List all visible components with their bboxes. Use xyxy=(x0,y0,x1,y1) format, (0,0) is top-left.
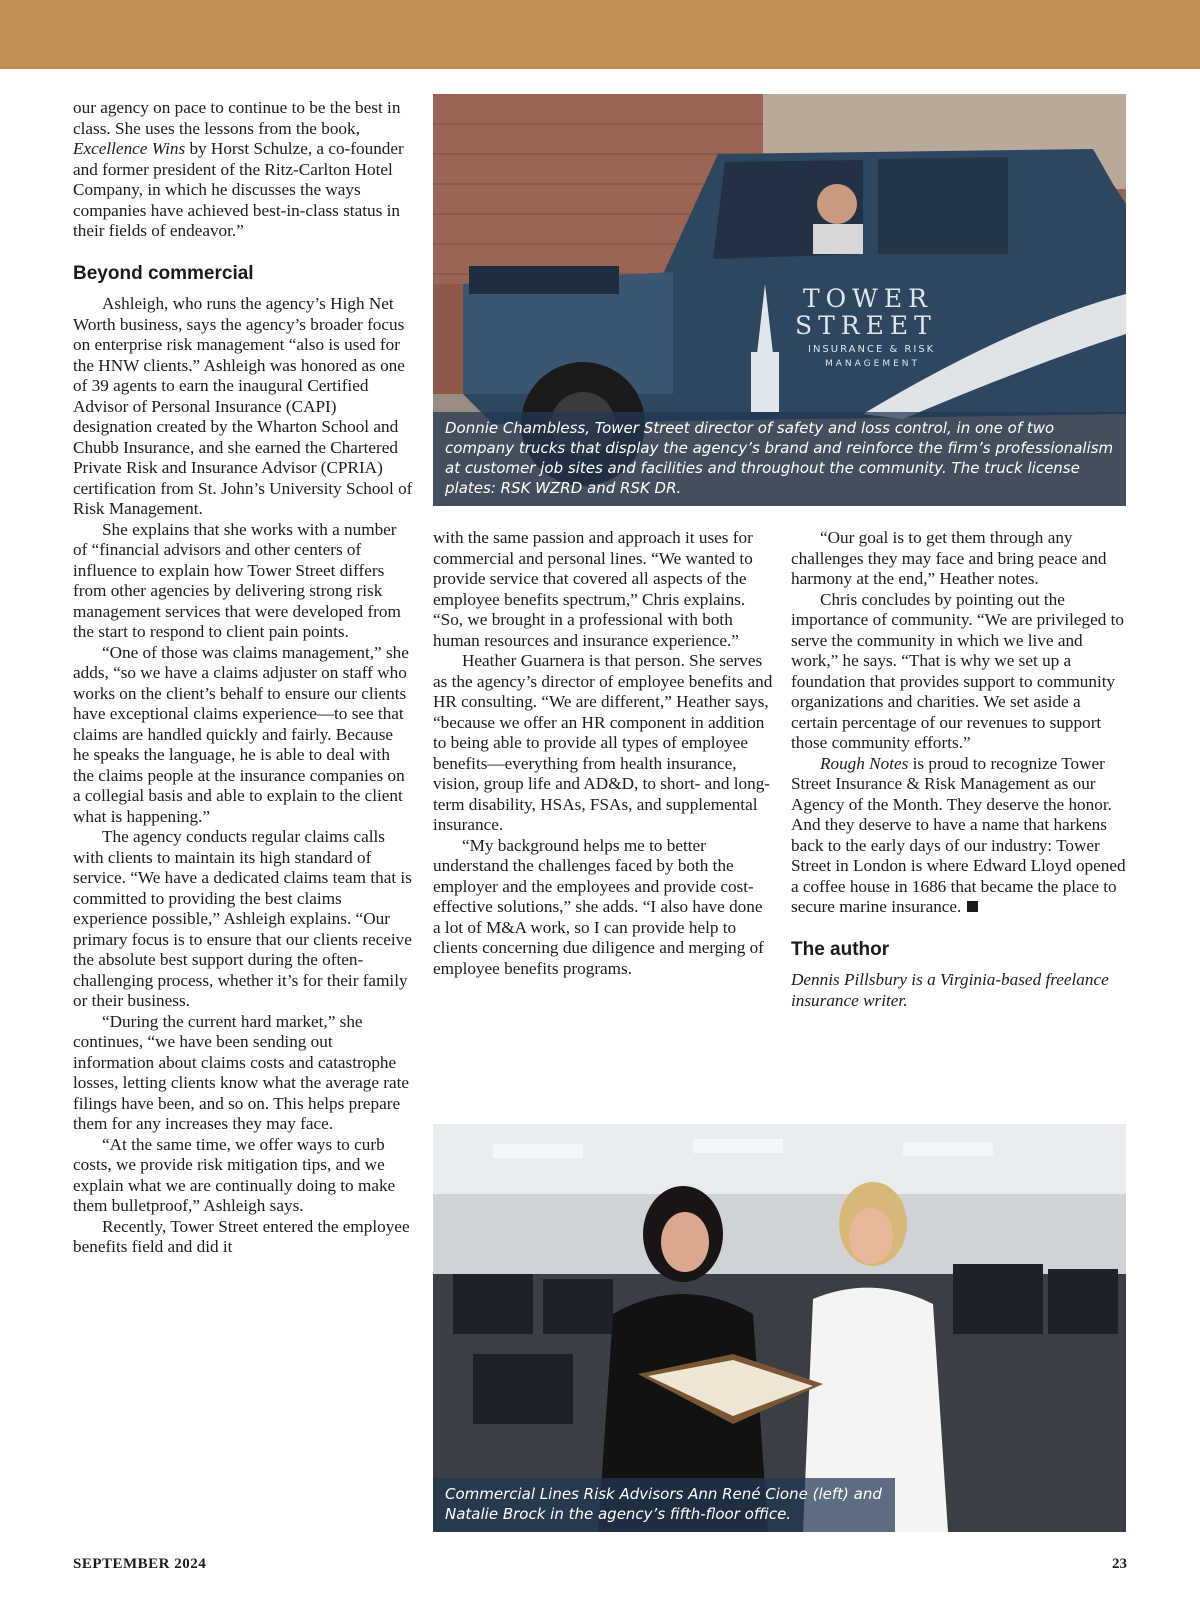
paragraph: Recently, Tower Street entered the employee benefits field and did it xyxy=(73,1216,410,1256)
paragraph: The agency conducts regular claims calls with clients to maintain its high standard of service. “We have a dedicated claims team that is committed to providing the best claims experience possible,” Ashleigh explains. “Our primary focus is to ensure that our clients receive the absolute best support during the often-challenging process, whether it’s for their family or their business. xyxy=(73,827,412,1010)
paragraph: “At the same time, we offer ways to curb costs, we provide risk mitigation tips, and we explain what we are continually doing to make them bulletproof,” Ashleigh says. xyxy=(73,1134,396,1215)
paragraph: “One of those was claims management,” she adds, “so we have a claims adjuster on staff who works on the client’s behalf to ensure our clients have exceptional claims experience—to see that claims are handled quickly and fairly. Because he speaks the language, he is able to deal with the claims people at the insurance companies on a collegial basis and able to explain to the client what is happening.” xyxy=(73,642,409,826)
article-column-2 xyxy=(433,528,773,979)
footer-page-number: 23 xyxy=(1112,1556,1127,1572)
paragraph: our agency on pace to continue to be the best in class. She uses the lessons from the book, Excellence Wins by Horst Schulze, a co-founder and former president of the Ritz-Carlton Hotel Company, in which he discusses the ways companies have achieved best-in-class status in their fields of endeavor.” xyxy=(73,98,404,240)
truck-logo-sub1: INSURANCE & RISK xyxy=(808,344,936,355)
office-photo xyxy=(433,1124,1126,1532)
office-photo-caption: Commercial Lines Risk Advisors Ann René Cione (left) and Natalie Brock in the agency’s fifth-floor office. xyxy=(433,1478,895,1532)
paragraph: Chris concludes by pointing out the importance of community. “We are privileged to serve the community in which we live and work,” he says. “That is why we set up a foundation that provides support to community organizations and charities. We set aside a certain percentage of our revenues to support those community efforts.” xyxy=(791,589,1125,752)
article-column-1 xyxy=(73,98,413,1258)
top-color-band xyxy=(0,0,1200,69)
paragraph: She explains that she works with a number of “financial advisors and other centers of influence to explain how Tower Street differs from other agencies by delivering strong risk management services that were developed from the start to respond to client pain points. xyxy=(73,519,401,641)
paragraph: “Our goal is to get them through any challenges they may face and bring peace and harmony at the end,” Heather notes. xyxy=(791,528,1107,588)
paragraph: Ashleigh, who runs the agency’s High Net Worth business, says the agency’s broader focus on enterprise risk management “also is used for the HNW clients.” Ashleigh was honored as one of 39 agents to earn the inaugural Certified Advisor of Personal Insurance (CAPI) designation created by the Wharton School and Chubb Insurance, and she earned the Chartered Private Risk and Insurance Advisor (CPRIA) certification from St. John’s University School of Risk Management. xyxy=(73,294,413,518)
truck-photo-caption: Donnie Chambless, Tower Street director of safety and loss control, in one of two company trucks that display the agency’s brand and reinforce the firm’s professionalism at customer job sites and facilities and throughout the community. The truck license plates: RSK WZRD and RSK DR. xyxy=(433,412,1126,506)
article-column-3 xyxy=(791,528,1131,1011)
footer-issue-date: SEPTEMBER 2024 xyxy=(73,1556,207,1572)
truck-logo-street: STREET xyxy=(795,311,937,340)
paragraph: Rough Notes is proud to recognize Tower Street Insurance & Risk Management as our Agency of the Month. They deserve the honor. And they deserve to have a name that harkens back to the early days of our industry: Tower Street in London is where Edward Lloyd opened a coffee house in 1686 that became the place to secure marine insurance. xyxy=(791,753,1126,916)
paragraph: “My background helps me to better understand the challenges faced by both the employer and the employees and provide cost-effective solutions,” she adds. “I also have done a lot of M&A work, so I can provide help to clients concerning due diligence and merging of employee benefits programs. xyxy=(433,835,764,978)
paragraph: Heather Guarnera is that person. She serves as the agency’s director of employee benefits and HR consulting. “We are different,” Heather says, “because we offer an HR component in addition to being able to provide all types of employee benefits—everything from health insurance, vision, group life and AD&D, to short- and long-term disability, HSAs, FSAs, and supplemental insurance. xyxy=(433,651,773,834)
section-heading: Beyond commercial xyxy=(73,262,254,284)
truck-photo xyxy=(433,94,1126,506)
end-of-article-mark xyxy=(967,901,978,912)
publication-name: Rough Notes xyxy=(820,753,909,773)
truck-logo-sub2: MANAGEMENT xyxy=(825,359,920,369)
author-heading: The author xyxy=(791,938,890,960)
truck-logo-tower: TOWER xyxy=(803,284,933,313)
paragraph: “During the current hard market,” she continues, “we have been sending out information about claims costs and catastrophe losses, letting clients know what the average rate filings have been, and so on. This helps prepare them for any increases they may face. xyxy=(73,1011,410,1133)
author-bio: Dennis Pillsbury is a Virginia-based freelance insurance writer. xyxy=(791,970,1109,1010)
office-illustration xyxy=(433,1124,1126,1532)
paragraph: with the same passion and approach it uses for commercial and personal lines. “We wanted to provide service that covered all aspects of the employee benefits spectrum,” Chris explains. “So, we brought in a professional with both human resources and insurance experience.” xyxy=(433,528,753,650)
book-title: Excellence Wins xyxy=(73,139,186,158)
